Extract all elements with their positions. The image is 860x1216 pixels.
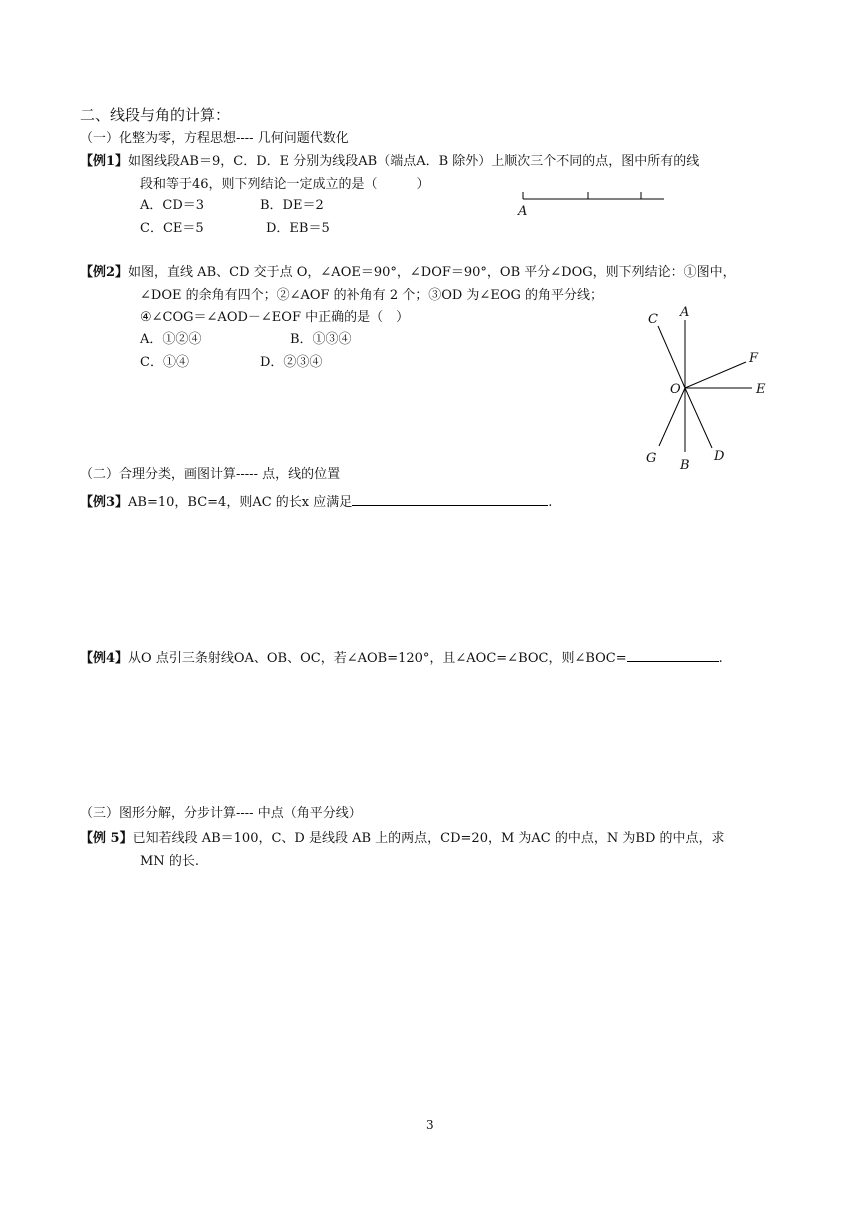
example-2-option-a: A．①②④	[140, 332, 202, 347]
segment-label-a: A	[518, 204, 528, 219]
example-1-option-c: C．CE＝5	[140, 221, 204, 236]
ray-oc	[658, 326, 685, 388]
example-1-line-1	[80, 153, 699, 171]
label-e: E	[756, 382, 766, 397]
example-1-tag: 【例1】	[80, 154, 129, 169]
section-title: 二、线段与角的计算：	[80, 106, 231, 124]
label-d: D	[714, 449, 725, 464]
example-1-option-b: B．DE＝2	[260, 198, 324, 213]
label-a: A	[680, 305, 690, 320]
label-g: G	[646, 451, 657, 466]
label-f: F	[749, 351, 759, 366]
example-2-option-c: C．①④	[140, 355, 189, 370]
example-4-answer-blank	[627, 647, 719, 662]
ray-od	[685, 388, 712, 448]
example-5-line-2: MN 的长.	[140, 854, 199, 869]
example-4-tag: 【例4】	[80, 651, 129, 666]
example-2-tag: 【例2】	[80, 265, 129, 280]
example-1-option-a: A．CD＝3	[140, 198, 205, 213]
example-4-text: 从O 点引三条射线OA、OB、OC，若∠AOB=120°，且∠AOC=∠BOC，则∠BOC=	[128, 651, 627, 666]
example-1-segment-figure	[510, 185, 670, 221]
label-c: C	[648, 312, 658, 327]
example-2-line-3: ④∠COG＝∠AOD－∠EOF 中正确的是（ ）	[140, 310, 410, 325]
page-number: 3	[426, 1118, 434, 1132]
example-3-line	[80, 491, 552, 512]
label-o: O	[670, 382, 681, 397]
example-2-line-2: ∠DOE 的余角有四个；②∠AOF 的补角有 2 个；③OD 为∠EOG 的角平分线；	[140, 288, 603, 303]
ray-of	[685, 362, 746, 388]
example-1-line-2: 段和等于46，则下列结论一定成立的是（ ）	[140, 177, 430, 192]
label-b: B	[680, 458, 690, 473]
example-5-line-1	[80, 830, 725, 848]
example-1-text-1: 如图线段AB＝9，C．D．E 分别为线段AB（端点A．B 除外）上顺次三个不同的点，图中所有的线	[128, 154, 700, 169]
example-4-line	[80, 647, 723, 668]
example-2-text-1: 如图，直线 AB、CD 交于点 O，∠AOE＝90°，∠DOF＝90°，OB 平分∠DOG，则下列结论：①图中，	[128, 265, 736, 280]
example-5-tag: 【例 5】	[80, 831, 133, 846]
example-3-tag: 【例3】	[80, 495, 129, 510]
example-5-text-1: 已知若线段 AB＝100，C、D 是线段 AB 上的两点，CD=20，M 为AC 的中点，N 为BD 的中点，求	[132, 831, 725, 846]
example-1-option-d: D．EB＝5	[266, 221, 330, 236]
example-2-option-d: D．②③④	[260, 355, 323, 370]
example-2-option-b: B．①③④	[290, 332, 352, 347]
example-4-end: .	[718, 651, 723, 666]
example-2-angle-figure	[630, 300, 780, 480]
example-3-end: .	[548, 495, 553, 510]
example-2-line-1	[80, 264, 736, 282]
subsection-2-title: （二）合理分类，画图计算----- 点，线的位置	[80, 467, 341, 482]
subsection-3-title: （三）图形分解，分步计算---- 中点（角平分线）	[80, 806, 362, 821]
example-3-text: AB=10，BC=4，则AC 的长x 应满足	[128, 495, 353, 510]
subsection-1-title: （一）化整为零，方程思想---- 几何问题代数化	[80, 131, 349, 146]
example-3-answer-blank	[352, 491, 548, 506]
